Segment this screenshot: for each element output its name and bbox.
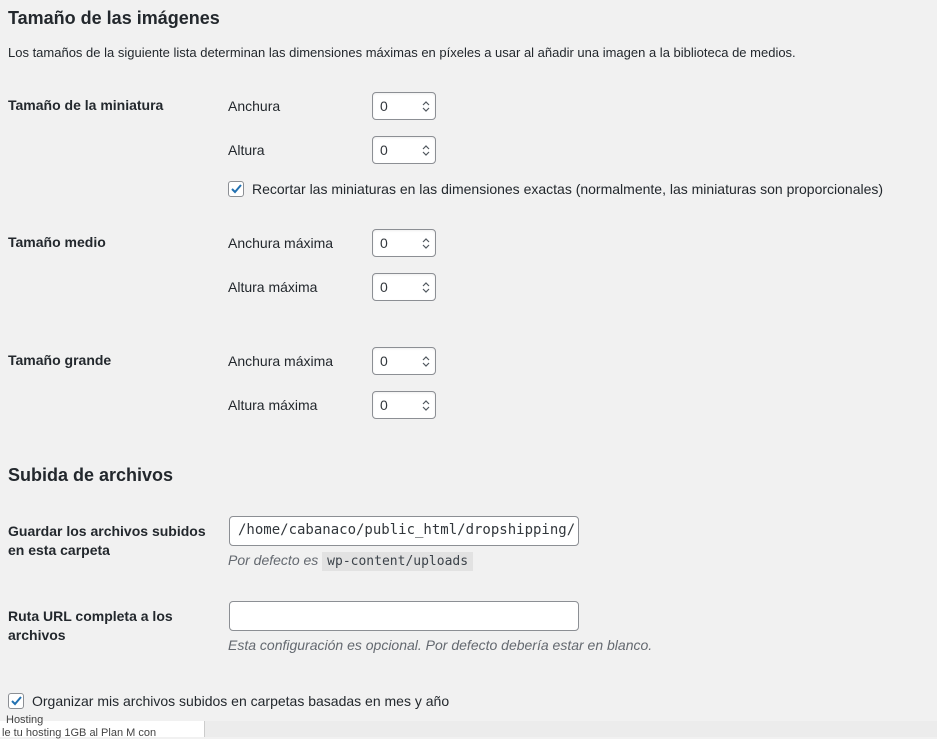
thumbnail-size-label: Tamaño de la miniatura <box>8 97 164 113</box>
upload-folder-label <box>8 522 206 560</box>
upload-folder-note-prefix: Por defecto es <box>228 552 319 568</box>
medium-height-label: Altura máxima <box>228 279 318 295</box>
checkmark-icon <box>10 694 23 707</box>
medium-size-label: Tamaño medio <box>8 234 106 250</box>
divider <box>204 721 205 737</box>
upload-folder-value: /home/cabanaco/public_html/dropshipping/ <box>238 522 576 538</box>
image-sizes-title: Tamaño de las imágenes <box>8 8 220 28</box>
upload-folder-input[interactable] <box>229 516 579 546</box>
thumbnail-height-input[interactable] <box>372 136 436 164</box>
spinner-arrows-icon[interactable] <box>422 237 430 250</box>
spinner-arrows-icon[interactable] <box>422 399 430 412</box>
upload-folder-note <box>228 552 473 569</box>
default-path-code: wp-content/uploads <box>322 552 473 571</box>
upload-folder-label-line2: en esta carpeta <box>8 542 110 558</box>
large-height-label: Altura máxima <box>228 397 318 413</box>
upload-url-label <box>8 607 173 645</box>
large-width-label: Anchura máxima <box>228 353 334 369</box>
thumbnail-width-label: Anchura <box>228 98 281 114</box>
large-width-input[interactable] <box>372 347 436 375</box>
spinner-arrows-icon[interactable] <box>422 144 430 157</box>
organize-uploads-label[interactable]: Organizar mis archivos subidos en carpetas basadas en mes y año <box>32 693 450 709</box>
large-width-value: 0 <box>380 353 388 369</box>
medium-height-input[interactable] <box>372 273 436 301</box>
upload-url-input[interactable] <box>229 601 579 631</box>
medium-height-value: 0 <box>380 279 388 295</box>
spinner-arrows-icon[interactable] <box>422 355 430 368</box>
checkmark-icon <box>230 182 243 195</box>
upload-url-note: Esta configuración es opcional. Por defecto debería estar en blanco. <box>228 637 653 653</box>
organize-uploads-checkbox[interactable] <box>8 693 24 709</box>
large-height-input[interactable] <box>372 391 436 419</box>
medium-width-value: 0 <box>380 235 388 251</box>
medium-width-input[interactable] <box>372 229 436 257</box>
image-sizes-description: Los tamaños de la siguiente lista determinan las dimensiones máximas en píxeles a usar al añadir una imagen a la biblioteca de medios. <box>8 45 796 60</box>
thumbnail-height-value: 0 <box>380 142 388 158</box>
crop-thumbnails-checkbox[interactable] <box>228 181 244 197</box>
background-fragment-line1: Hosting <box>6 714 44 726</box>
background-fragment <box>0 714 204 739</box>
spinner-arrows-icon[interactable] <box>422 281 430 294</box>
upload-folder-label-line1: Guardar los archivos subidos <box>8 523 206 539</box>
thumbnail-width-value: 0 <box>380 98 388 114</box>
large-height-value: 0 <box>380 397 388 413</box>
spinner-arrows-icon[interactable] <box>422 100 430 113</box>
thumbnail-height-label: Altura <box>228 142 265 158</box>
medium-width-label: Anchura máxima <box>228 235 334 251</box>
thumbnail-width-input[interactable] <box>372 92 436 120</box>
background-fragment-line2: le tu hosting 1GB al Plan M con <box>2 727 157 739</box>
crop-thumbnails-label[interactable]: Recortar las miniaturas en las dimensiones exactas (normalmente, las miniaturas son proporcionales) <box>252 181 884 197</box>
upload-url-label-line1: Ruta URL completa a los <box>8 608 173 624</box>
uploads-title: Subida de archivos <box>8 465 174 485</box>
upload-url-label-line2: archivos <box>8 627 66 643</box>
large-size-label: Tamaño grande <box>8 352 112 368</box>
